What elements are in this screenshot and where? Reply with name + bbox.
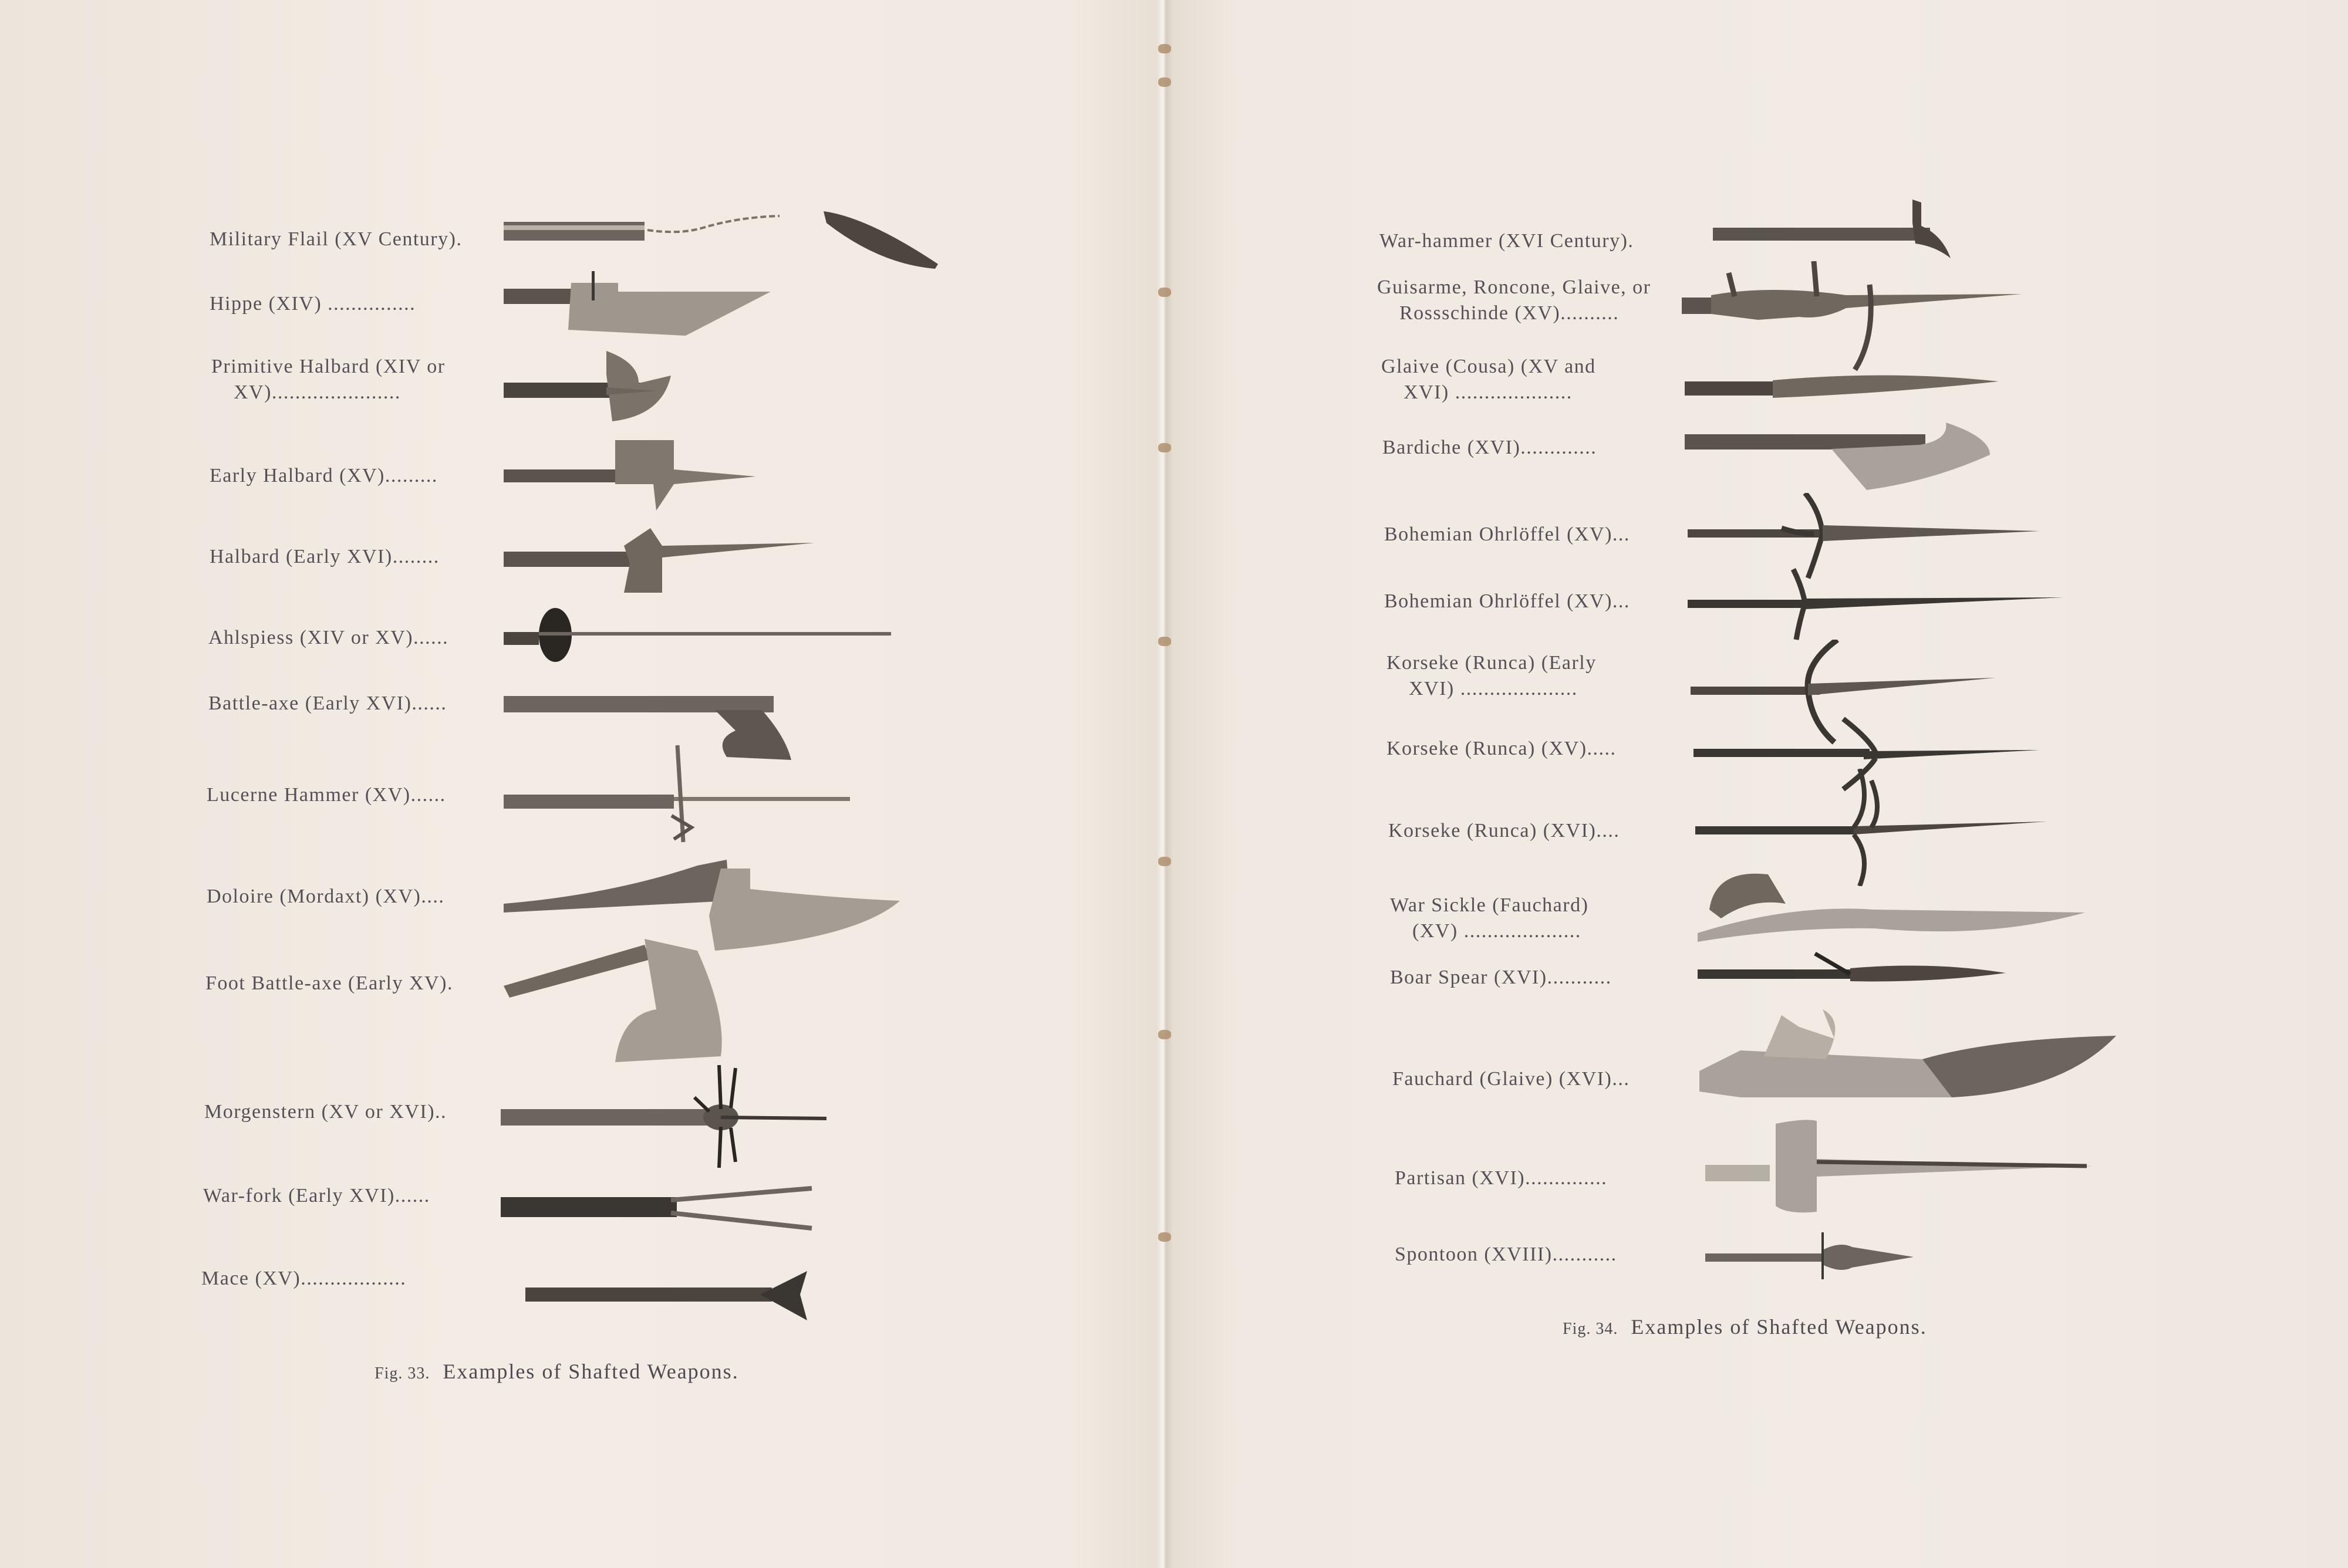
weapon-label xyxy=(204,1099,447,1125)
label-text: Boar Spear (XVI)........... xyxy=(1390,967,1612,988)
label-text: Hippe (XIV) ............... xyxy=(210,293,416,315)
weapon-label xyxy=(1386,736,1617,762)
foot-battle-axe-icon xyxy=(504,927,809,1068)
weapon-label xyxy=(1377,275,1651,326)
label-text-continued: XVI) .................... xyxy=(1409,678,1578,699)
weapon-label xyxy=(208,625,448,651)
caption-text: Examples of Shafted Weapons. xyxy=(443,1360,739,1383)
figure-number: Fig. 34. xyxy=(1563,1320,1618,1338)
weapon-label xyxy=(207,884,444,910)
binding-stitch xyxy=(1158,443,1171,452)
hippe-icon xyxy=(504,265,785,342)
weapon-label xyxy=(210,291,416,317)
morgenstern-icon xyxy=(501,1062,835,1168)
figure-number: Fig. 33. xyxy=(375,1364,430,1383)
label-text-continued: XVI) .................... xyxy=(1404,381,1573,403)
weapon-label xyxy=(1395,1242,1617,1268)
label-text-continued: XV)...................... xyxy=(234,381,401,403)
label-text-continued: Rossschinde (XV).......... xyxy=(1399,302,1620,324)
weapon-label xyxy=(1381,354,1596,405)
label-text: Bohemian Ohrlöffel (XV)... xyxy=(1384,590,1630,612)
weapon-label xyxy=(210,463,438,489)
label-text: Bardiche (XVI)............. xyxy=(1382,437,1597,458)
caption-text: Examples of Shafted Weapons. xyxy=(1631,1315,1927,1339)
spontoon-icon xyxy=(1705,1232,1928,1279)
primitive-halbard-icon xyxy=(504,351,762,427)
weapon-label xyxy=(1379,228,1634,254)
weapon-label xyxy=(1384,522,1630,548)
label-text: War Sickle (Fauchard) xyxy=(1390,894,1589,916)
label-text: Foot Battle-axe (Early XV). xyxy=(205,972,453,994)
fauchard-icon xyxy=(1699,1003,2122,1121)
label-text: Morgenstern (XV or XVI).. xyxy=(204,1101,447,1123)
label-text: Korseke (Runca) (XVI).... xyxy=(1388,820,1620,842)
halbard-icon xyxy=(504,522,821,599)
war-hammer-icon xyxy=(1713,200,1959,264)
weapon-label xyxy=(203,1183,430,1209)
war-sickle-icon xyxy=(1698,863,2091,945)
binding-stitch xyxy=(1158,1232,1171,1242)
label-text: Ahlspiess (XIV or XV)...... xyxy=(208,627,449,648)
label-text: Guisarme, Roncone, Glaive, or xyxy=(1377,276,1651,298)
label-text: Lucerne Hammer (XV)...... xyxy=(207,784,446,806)
label-text: Glaive (Cousa) (XV and xyxy=(1381,356,1596,377)
label-text-continued: (XV) .................... xyxy=(1412,920,1581,942)
early-halbard-icon xyxy=(504,434,762,511)
weapon-label xyxy=(210,227,462,252)
binding-stitch xyxy=(1158,288,1171,297)
binding-stitch xyxy=(1158,637,1171,646)
label-text: War-hammer (XVI Century). xyxy=(1379,230,1634,252)
weapon-label xyxy=(208,691,447,717)
guisarme-icon xyxy=(1682,261,2034,379)
figure-caption xyxy=(1563,1314,1927,1339)
binding-stitch xyxy=(1158,1030,1171,1039)
glaive-icon xyxy=(1685,370,2002,411)
figure-caption xyxy=(375,1359,739,1384)
book-gutter xyxy=(1156,0,1173,1568)
war-fork-icon xyxy=(501,1177,818,1235)
label-text: Halbard (Early XVI)........ xyxy=(210,546,440,567)
ahlspiess-icon xyxy=(504,607,897,666)
label-text: Partisan (XVI).............. xyxy=(1395,1167,1608,1189)
label-text: Korseke (Runca) (Early xyxy=(1386,652,1597,674)
label-text: Korseke (Runca) (XV)..... xyxy=(1386,738,1617,759)
label-text: Fauchard (Glaive) (XVI)... xyxy=(1392,1068,1630,1090)
lucerne-hammer-icon xyxy=(504,739,856,845)
weapon-label xyxy=(1392,1066,1630,1092)
weapon-label xyxy=(1390,965,1612,991)
weapon-label xyxy=(1384,589,1630,614)
mace-icon xyxy=(525,1268,819,1326)
weapon-label xyxy=(210,544,440,570)
weapon-label xyxy=(1382,435,1597,461)
label-text: Primitive Halbard (XIV or xyxy=(211,356,446,377)
label-text: Spontoon (XVIII)........... xyxy=(1395,1243,1617,1265)
label-text: Military Flail (XV Century). xyxy=(210,228,463,250)
weapon-label xyxy=(1386,650,1597,702)
bohemian-ohrloffel-2-icon xyxy=(1688,563,2069,646)
binding-stitch xyxy=(1158,77,1171,87)
binding-stitch xyxy=(1158,857,1171,866)
partisan-icon xyxy=(1705,1118,2104,1218)
weapon-label xyxy=(1388,818,1620,844)
label-text: War-fork (Early XVI)...... xyxy=(203,1185,430,1207)
weapon-label xyxy=(1395,1165,1607,1191)
weapon-label xyxy=(205,971,453,996)
binding-stitch xyxy=(1158,44,1171,53)
weapon-label xyxy=(1390,893,1588,944)
weapon-label xyxy=(201,1266,406,1292)
boar-spear-icon xyxy=(1698,951,2015,998)
label-text: Doloire (Mordaxt) (XV).... xyxy=(207,886,445,907)
label-text: Battle-axe (Early XVI)...... xyxy=(208,692,447,714)
label-text: Early Halbard (XV)......... xyxy=(210,465,438,486)
weapon-label xyxy=(207,782,446,808)
bardiche-icon xyxy=(1685,423,2002,499)
weapon-label xyxy=(211,354,446,405)
label-text: Bohemian Ohrlöffel (XV)... xyxy=(1384,523,1630,545)
label-text: Mace (XV).................. xyxy=(201,1268,407,1289)
